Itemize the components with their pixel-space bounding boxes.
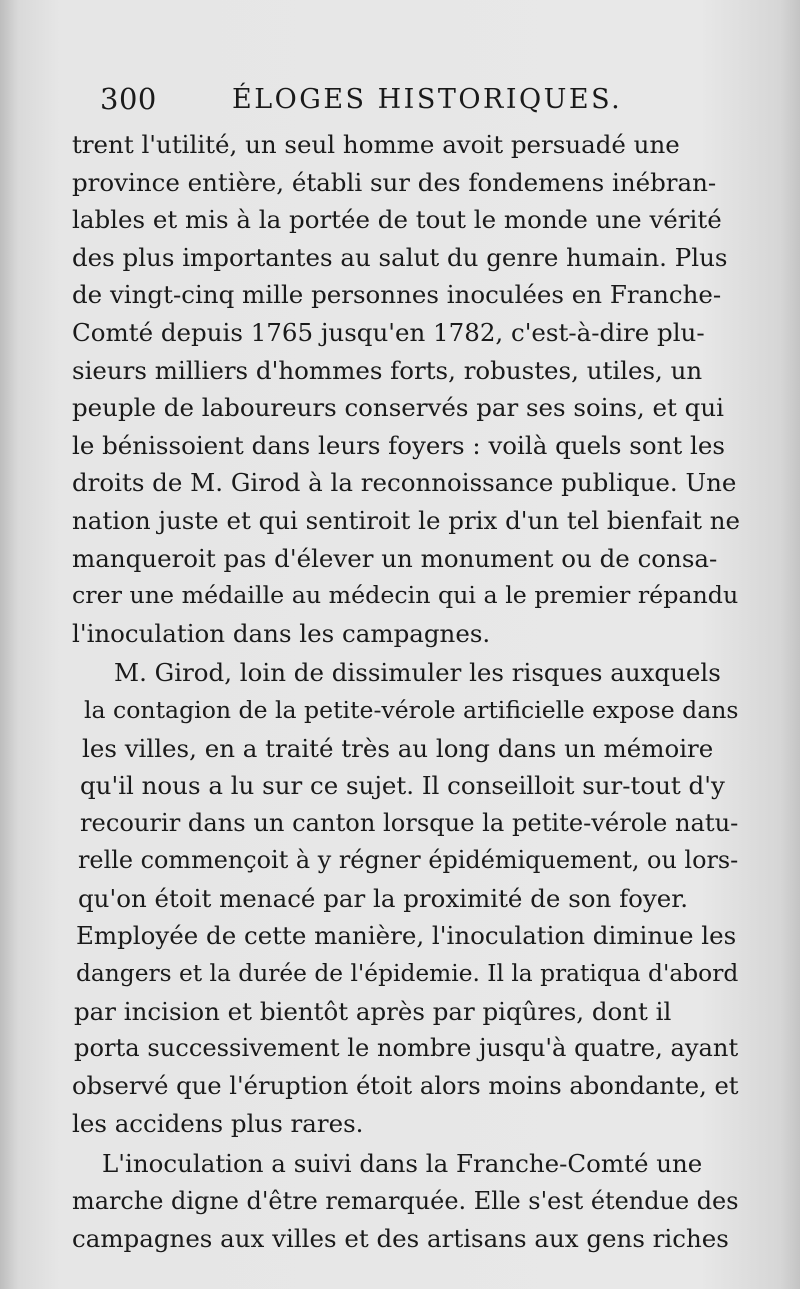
text-line: les accidens plus rares.: [72, 1109, 364, 1139]
text-line: marche digne d'être remarquée. Elle s'est étendue des: [72, 1186, 739, 1215]
text-line: de vingt-cinq mille personnes inoculées en Franche-: [72, 280, 722, 310]
page-header: [100, 82, 660, 128]
text-line: lables et mis à la portée de tout le monde une vérité: [72, 205, 722, 235]
text-line: sieurs milliers d'hommes forts, robustes, utiles, un: [72, 355, 703, 385]
text-line: observé que l'éruption étoit alors moins abondante, et: [72, 1071, 739, 1100]
text-line: province entière, établi sur des fondemens inébran-: [72, 167, 717, 197]
text-line: la contagion de la petite-vérole artificielle expose dans: [84, 695, 739, 724]
text-line: recourir dans un canton lorsque la petite-vérole natu-: [80, 808, 739, 837]
page-number: 300: [100, 82, 157, 116]
text-line: campagnes aux villes et des artisans aux gens riches: [72, 1224, 729, 1254]
text-line: M. Girod, loin de dissimuler les risques auxquels: [114, 658, 721, 688]
running-title: ÉLOGES HISTORIQUES.: [232, 84, 623, 115]
text-line: qu'il nous a lu sur ce sujet. Il conseilloit sur-tout d'y: [80, 771, 725, 801]
text-line: le bénissoient dans leurs foyers : voilà quels sont les: [72, 430, 725, 460]
text-line: droits de M. Girod à la reconnoissance publique. Une: [72, 468, 737, 498]
text-line: l'inoculation dans les campagnes.: [72, 618, 491, 648]
text-line: les villes, en a traité très au long dans un mémoire: [82, 733, 714, 763]
text-line: relle commençoit à y régner épidémiquement, ou lors-: [78, 846, 739, 875]
body-text: [72, 126, 742, 1258]
text-line: Comté depuis 1765 jusqu'en 1782, c'est-à-dire plu-: [72, 317, 705, 347]
text-line: nation juste et qui sentiroit le prix d'un tel bienfait ne: [72, 505, 741, 535]
text-line: L'inoculation a suivi dans la Franche-Comté une: [102, 1149, 703, 1179]
text-line: crer une médaille au médecin qui a le premier répandu: [72, 581, 739, 610]
text-line: par incision et bientôt après par piqûres, dont il: [74, 996, 672, 1026]
paragraph-1: [72, 126, 742, 652]
text-line: manqueroit pas d'élever un monument ou de consa-: [72, 543, 718, 573]
text-line: qu'on étoit menacé par la proximité de son foyer.: [78, 883, 689, 913]
paragraph-3: [72, 1145, 742, 1258]
text-line: des plus importantes au salut du genre humain. Plus: [72, 242, 728, 272]
text-line: peuple de laboureurs conservés par ses soins, et qui: [72, 393, 724, 423]
text-line: dangers et la durée de l'épidemie. Il la pratiqua d'abord: [76, 960, 739, 988]
text-line: trent l'utilité, un seul homme avoit persuadé une: [72, 130, 680, 159]
text-line: Employée de cette manière, l'inoculation diminue les: [76, 921, 737, 951]
text-line: porta successivement le nombre jusqu'à quatre, ayant: [74, 1034, 739, 1063]
paragraph-2: [72, 654, 742, 1143]
